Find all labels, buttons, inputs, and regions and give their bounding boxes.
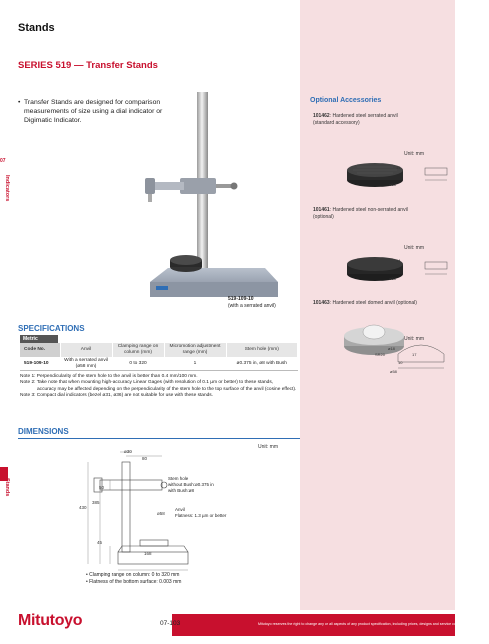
accessory-desc: : Hardened steel non-serrated anvil xyxy=(329,207,408,213)
dim-label: 14 xyxy=(396,258,401,263)
accessory-label-101461 xyxy=(313,207,453,220)
dim-label: 168 xyxy=(144,551,152,556)
note-line: Note 2: Take note that when mounting high-accuracy Linear Gages (with resolution of 0.1 µm or better) to these stands, xyxy=(20,380,274,386)
page-number: 07-103 xyxy=(160,620,181,627)
dim-label: 80 xyxy=(142,456,148,461)
page-title: Stands xyxy=(18,22,55,34)
accessory-code: 101461 xyxy=(313,207,330,213)
table-row xyxy=(20,357,298,371)
table-cell: ø0.375 in, ø8 with Bush xyxy=(226,357,298,371)
bullet-line: • Flatness of the bottom surface: 0.003 mm xyxy=(86,578,182,585)
intro-bullet: • xyxy=(18,99,21,106)
accessory-code: 101463 xyxy=(313,300,330,306)
dim-label: 385 xyxy=(92,500,100,505)
accessory-extra: (standard accessory) xyxy=(313,119,360,126)
column-header: Anvil xyxy=(60,343,112,357)
stem-detail: without Bush:ø0.375 in xyxy=(168,481,214,487)
column-header: Stem hole (mm) xyxy=(226,343,298,357)
accessory-desc: : Hardened steel serrated anvil xyxy=(329,113,398,119)
metric-badge: Metric xyxy=(20,335,58,343)
dim-label: 14 xyxy=(396,165,401,170)
table-cell: 0 to 320 xyxy=(112,357,164,371)
column-header: Micromotion adjustment range (mm) xyxy=(164,343,226,357)
dim-label: 10 xyxy=(398,360,403,365)
note-line: Note 1: Perpendicularity of the stem hole to the anvil is better than 0.4 mm/100 mm. xyxy=(20,374,198,379)
dim-label: ø18 xyxy=(388,346,395,351)
accessory-code: 101462 xyxy=(313,113,330,119)
table-cell: 519-109-10 xyxy=(20,357,60,371)
dim-label: SR20 xyxy=(375,352,386,357)
domed-anvil-image xyxy=(340,318,452,376)
product-caption xyxy=(228,296,276,309)
product-code: 519-109-10 xyxy=(228,296,254,302)
table-cell: 1 xyxy=(164,357,226,371)
dimensions-title: DIMENSIONS xyxy=(18,427,69,436)
column-header: Code No. xyxy=(20,343,60,357)
non-serrated-anvil-image xyxy=(345,252,450,284)
serrated-anvil-image xyxy=(345,158,450,190)
dimensions-divider xyxy=(18,438,300,439)
intro-body: Transfer Stands are designed for comparison measurements of size using a dial indicator or Digimatic Indicator. xyxy=(24,99,163,125)
note-line: accuracy may be affected depending on the perpendicularity of the stem hole to the top surface of the anvil (cosine effect). xyxy=(37,386,297,392)
dim-label: 17 xyxy=(412,352,417,357)
table-cell: With a serrated anvil (ø58 mm) xyxy=(60,357,112,371)
accessory-label-101463 xyxy=(313,300,453,307)
dim-label: ø30 xyxy=(124,449,132,454)
dimension-drawing xyxy=(80,450,190,575)
bullet-line: • Clamping range on column: 0 to 320 mm xyxy=(86,572,180,578)
dim-label: 430 xyxy=(79,505,87,510)
product-note: (with a serrated anvil) xyxy=(228,302,276,309)
note-line: Note 3: Compact dial indicators (bezel ø31, ø36) are not suitable for use with these stands. xyxy=(20,393,214,399)
accessory-unit: Unit: mm xyxy=(404,336,424,342)
dimension-bullets xyxy=(86,572,181,585)
flatness-label: Flatness: 1.3 µm or better xyxy=(175,512,227,518)
spec-notes xyxy=(20,374,300,400)
anvil-label: Anvil xyxy=(175,507,185,512)
accessory-unit: Unit: mm xyxy=(404,151,424,157)
accessory-extra: (optional) xyxy=(313,213,334,220)
side-tab-label: Indicators xyxy=(4,175,10,202)
column-header: Clamping range on column (mm) xyxy=(112,343,164,357)
mitutoyo-logo: Mitutoyo xyxy=(18,612,83,629)
dim-label: ø58 xyxy=(389,276,396,281)
accessory-unit: Unit: mm xyxy=(404,245,424,251)
accessory-label-101462 xyxy=(313,113,453,126)
accessory-desc: : Hardened steel domed anvil (optional) xyxy=(329,300,417,306)
side-tab-number: 07 xyxy=(0,158,6,164)
stand-illustration xyxy=(130,92,285,307)
stem-detail: with Bush:ø8 xyxy=(168,487,195,493)
anvil-note xyxy=(175,507,226,519)
dim-label: ø58 xyxy=(390,369,397,374)
dim-label: 50 xyxy=(99,485,105,490)
dim-label: ø58 xyxy=(157,511,165,516)
specifications-title: SPECIFICATIONS xyxy=(18,324,85,333)
series-title: SERIES 519 — Transfer Stands xyxy=(18,60,158,71)
stem-hole-note xyxy=(168,476,214,494)
dim-label: ø58 xyxy=(389,182,396,187)
stem-label: Stem hole xyxy=(168,476,189,481)
footer-disclaimer: Mitutoyo reserves the right to change any or all aspects of any product specification, including prices, designs and service content, without notice. xyxy=(258,622,489,626)
table-header-row xyxy=(20,343,298,357)
optional-accessories-title: Optional Accessories xyxy=(310,97,382,104)
specifications-table xyxy=(20,343,298,371)
stands-tab-label: Stands xyxy=(4,478,10,497)
dimensions-unit: Unit: mm xyxy=(258,444,278,450)
dim-label: 45 xyxy=(97,540,103,545)
